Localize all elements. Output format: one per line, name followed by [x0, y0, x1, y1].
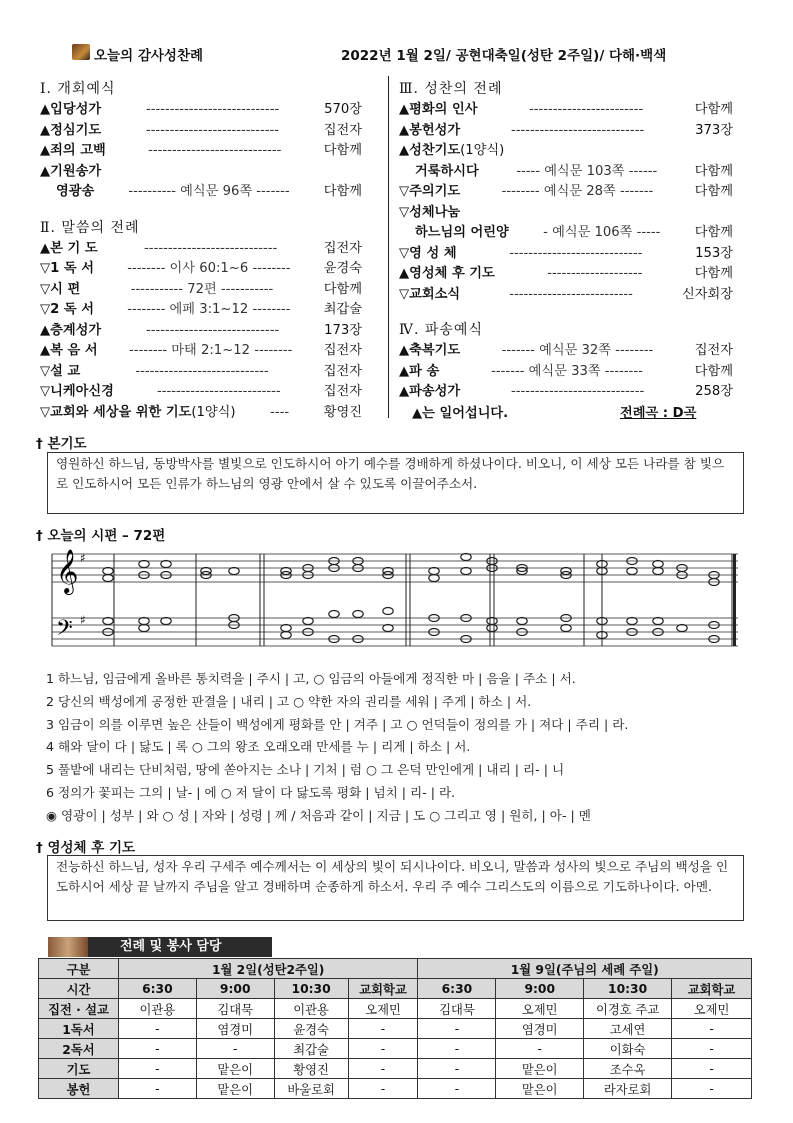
order-label-text: 성찬기도 [409, 143, 461, 158]
order-label-text: 주의기도 [409, 184, 461, 199]
chant-note [103, 575, 113, 582]
duty-cell: 이경호 주교 [584, 999, 672, 1019]
order-mark: ▲ [399, 143, 410, 158]
chant-note [329, 611, 339, 618]
order-item-label [40, 239, 98, 260]
chant-note [139, 618, 149, 625]
order-item [399, 141, 733, 162]
order-item [399, 264, 733, 285]
duty-time-cell: 10:30 [274, 979, 348, 999]
duty-cell: 오제민 [348, 999, 418, 1019]
chant-note [461, 554, 471, 561]
order-item-label [399, 382, 460, 403]
chant-note [429, 575, 439, 582]
duty-cell: - [418, 1019, 496, 1039]
order-item-label [40, 162, 101, 183]
chant-note [461, 568, 471, 575]
section-heading: Ⅰ. 개회예식 [40, 81, 116, 97]
order-item-label [40, 280, 80, 301]
order-item [399, 285, 733, 306]
duty-cell: - [118, 1059, 196, 1079]
section-heading: Ⅱ. 말씀의 전례 [40, 219, 140, 236]
order-item [40, 362, 362, 383]
duty-row-label: 기도 [39, 1059, 119, 1079]
order-item-label [399, 264, 495, 285]
order-item [40, 100, 362, 121]
chant-note [487, 618, 497, 625]
psalm-verse: 3 임금이 의를 이루면 높은 산들이 백성에게 평화를 안 | 겨주 | 고 ○ 언덕들이 정의를 가 | 져다 | 주리 | 라. [46, 716, 629, 732]
order-mark: ▽ [399, 286, 410, 302]
order-mark: ▽ [399, 204, 410, 220]
order-leader: ---------------------------- [145, 122, 280, 138]
chant-note [161, 561, 171, 568]
key-sharp-icon: ♯ [80, 551, 86, 565]
duty-cell: - [118, 1079, 196, 1099]
duty-cell: - [196, 1039, 274, 1059]
psalm-verse: 1 하느님, 임금에게 올바른 통치력을 | 주시 | 고, ○ 임금의 아들에게 정직한 마 | 음을 | 주소 | 서. [46, 671, 576, 686]
duty-row [39, 1059, 752, 1079]
duty-cell: - [348, 1059, 418, 1079]
order-mark: ▽ [40, 302, 51, 317]
order-item-label [40, 403, 236, 424]
order-mark: ▲ [399, 102, 410, 117]
order-item [399, 223, 733, 244]
order-mark: ▽ [399, 245, 410, 261]
chant-note [383, 625, 393, 632]
order-value: 다함께 [694, 102, 733, 117]
order-right-column [399, 78, 733, 403]
collect-heading: † 본기도 [36, 436, 87, 452]
order-mark: ▽ [40, 281, 51, 297]
order-leader: ---------------------------- [145, 102, 280, 117]
order-leader: -------------------- [547, 266, 643, 281]
spacer [40, 203, 362, 217]
duty-title: 전례 및 봉사 담당 [88, 937, 272, 957]
duty-cell: 맡은이 [196, 1079, 274, 1099]
order-mark: ▲ [399, 384, 410, 399]
order-left-column [40, 78, 362, 423]
order-item [40, 341, 362, 362]
order-item-label [399, 244, 457, 265]
duty-cell: 오제민 [496, 999, 584, 1019]
order-leader: ---------------------------- [148, 143, 282, 158]
duty-time-cell: 10:30 [584, 979, 672, 999]
order-leader: ---------------------------- [144, 240, 278, 256]
bass-clef-icon: 𝄢 [56, 616, 73, 646]
duty-cell: - [672, 1059, 752, 1079]
duty-cell: 김대묵 [418, 999, 496, 1019]
order-item [399, 382, 733, 403]
order-mark: ▲ [399, 122, 410, 138]
chant-note [139, 625, 149, 632]
duty-cell: - [672, 1019, 752, 1039]
order-item [399, 100, 733, 121]
duty-row [39, 1039, 752, 1059]
duty-cell: 염경미 [496, 1019, 584, 1039]
chant-note [487, 625, 497, 632]
order-leader: ---------------------------- [510, 384, 645, 399]
order-mark: ▲ [40, 102, 51, 117]
psalm-verse: 2 당신의 백성에게 공정한 판결을 | 내리 | 고 ○ 약한 자의 권리를 세워 | 주게 | 하소 | 서. [46, 693, 532, 709]
order-mark: ▲ [399, 343, 410, 358]
duty-cell: - [418, 1079, 496, 1099]
duty-cell: - [348, 1079, 418, 1099]
order-label-text: 성체나눔 [409, 204, 461, 220]
order-item [399, 121, 733, 142]
chant-note [517, 618, 527, 625]
order-mark: ▲ [399, 363, 410, 379]
duty-row-label: 1독서 [39, 1019, 119, 1039]
order-item-label [399, 203, 460, 224]
section-heading: Ⅲ. 성찬의 전례 [399, 81, 503, 97]
order-label-text: 평화의 인사 [409, 102, 478, 117]
order-item-label [40, 121, 101, 142]
duty-cell: - [118, 1039, 196, 1059]
order-suffix: (1양식) [191, 404, 236, 420]
order-value: 다함께 [323, 184, 362, 199]
order-mark: ▲ [40, 322, 51, 338]
order-leader: -------- 이사 60:1~6 -------- [127, 261, 291, 276]
treble-clef-icon: 𝄞 [56, 549, 79, 593]
order-item-label [40, 259, 94, 280]
order-item [399, 182, 733, 203]
order-label-text: 죄의 고백 [50, 143, 106, 158]
duty-cell: - [672, 1039, 752, 1059]
order-item [40, 280, 362, 301]
duty-time-header: 시간 [39, 979, 119, 999]
duty-week1-header: 1월 2일(성탄2주일) [118, 959, 418, 979]
duty-cell: 맡은이 [496, 1059, 584, 1079]
order-value: 258장 [695, 384, 733, 399]
order-value: 황영진 [323, 404, 362, 420]
order-item [40, 182, 362, 203]
duty-week2-header: 1월 9일(주님의 세례 주일) [418, 959, 752, 979]
duty-col-header: 구분 [39, 959, 119, 979]
order-item-label [399, 341, 460, 362]
order-item [40, 141, 362, 162]
order-leader: - 예식문 106쪽 ----- [543, 225, 661, 240]
order-label-text: 입당성가 [50, 102, 102, 117]
order-leader: ---------- 예식문 96쪽 ------- [128, 184, 290, 199]
order-item-label [415, 162, 479, 183]
order-label-text: 하느님의 어린양 [415, 225, 509, 240]
order-mark: ▲ [399, 266, 410, 281]
duty-cell: 윤경숙 [274, 1019, 348, 1039]
chant-note [627, 618, 637, 625]
order-item-label [40, 300, 94, 321]
duty-cell: - [348, 1019, 418, 1039]
order-value: 다함께 [694, 363, 733, 379]
order-value: 다함께 [694, 184, 733, 199]
order-mark: ▽ [40, 384, 51, 399]
order-leader: ------- 예식문 32쪽 -------- [501, 343, 654, 358]
duty-cell: 김대묵 [196, 999, 274, 1019]
order-value: 373장 [695, 122, 733, 138]
duty-row-label: 집전 · 설교 [39, 999, 119, 1019]
order-item [40, 121, 362, 142]
chant-note [103, 618, 113, 625]
order-leader: -------------------------- [156, 384, 281, 399]
order-value: 다함께 [694, 266, 733, 281]
psalm-verse: 5 풀밭에 내리는 단비처럼, 땅에 쏟아지는 소나 | 기처 | 럼 ○ 그 은덕 만인에게 | 내리 | 리- | 니 [46, 762, 565, 778]
order-item [399, 162, 733, 183]
spacer [399, 305, 733, 319]
order-value: 다함께 [323, 143, 362, 158]
order-label-text: 층계성가 [50, 322, 102, 338]
duty-time-cell: 6:30 [118, 979, 196, 999]
order-value: 윤경숙 [323, 261, 362, 276]
order-value: 다함께 [694, 225, 733, 240]
chant-note [281, 632, 291, 639]
chant-note [627, 568, 637, 575]
order-item [399, 341, 733, 362]
order-item [399, 203, 733, 224]
postcommunion-text: 전능하신 하느님, 성자 우리 구세주 예수께서는 이 세상의 빛이 되시나이다. 비오니, 말씀과 성사의 빛으로 주님의 백성을 인도하시어 세상 끝 날까지 주님을 알고 경배하며 순종하게 하소서. 우리 주 예수 그리스도의 이름으로 기도하나이다. 아멘. [47, 855, 744, 921]
order-label-text: 1 독 서 [50, 261, 94, 276]
order-leader: ----------- 72편 ----------- [130, 281, 274, 297]
chant-note [281, 625, 291, 632]
duty-table [38, 958, 752, 1099]
duty-cell: 조수옥 [584, 1059, 672, 1079]
order-label-text: 설 교 [50, 363, 81, 379]
order-item [40, 382, 362, 403]
order-item-label [399, 182, 460, 203]
order-label-text: 영성체 후 기도 [409, 266, 495, 281]
order-value: 153장 [695, 245, 733, 261]
order-label-text: 파송성가 [409, 384, 461, 399]
order-item-label [40, 141, 106, 162]
order-value: 집전자 [323, 240, 362, 256]
chant-note [303, 618, 313, 625]
duty-cell: - [672, 1079, 752, 1099]
psalm-heading: † 오늘의 시편 – 72편 [36, 528, 166, 544]
order-leader: ------- 예식문 33쪽 -------- [491, 363, 643, 379]
order-leader: ---------------------------- [510, 122, 645, 138]
duty-cell: 황영진 [274, 1059, 348, 1079]
order-leader: -------- 마태 2:1~12 -------- [129, 343, 293, 358]
order-value: 집전자 [694, 343, 733, 358]
duty-cell: 고세연 [584, 1019, 672, 1039]
order-leader: ---------------------------- [509, 245, 643, 261]
order-label-text: 축복기도 [409, 343, 461, 358]
order-item-label [399, 285, 460, 306]
order-value: 집전자 [323, 343, 362, 358]
order-item-label [399, 362, 439, 383]
key-sharp-icon: ♯ [80, 613, 86, 627]
duty-title-image [48, 937, 88, 957]
order-item-label [399, 141, 504, 162]
duty-cell: 염경미 [196, 1019, 274, 1039]
order-item-label [40, 321, 101, 342]
order-leader: ----- 예식문 103쪽 ------ [516, 163, 658, 179]
order-label-text: 교회와 세상을 위한 기도 [50, 404, 192, 420]
duty-time-cell: 교회학교 [672, 979, 752, 999]
order-item-label [40, 382, 114, 403]
duty-time-cell: 9:00 [196, 979, 274, 999]
chant-note [429, 568, 439, 575]
duty-cell: 최갑술 [274, 1039, 348, 1059]
psalm-verse: 6 정의가 꽃피는 그의 | 날- | 에 ○ 저 달이 다 닳도록 평화 | 넘치 | 리- | 라. [46, 784, 456, 800]
psalm-verses [46, 668, 746, 828]
page-title: 오늘의 감사성찬례 [94, 48, 204, 64]
order-item-label [40, 100, 101, 121]
music-note: 전례곡 : D곡 [620, 406, 697, 421]
chant-note [161, 618, 171, 625]
order-item-label [40, 362, 80, 383]
chant-note [561, 625, 571, 632]
duty-row-label: 봉헌 [39, 1079, 119, 1099]
date-line: 2022년 1월 2일/ 공현대축일(성탄 2주일)/ 다해·백색 [341, 48, 667, 64]
chant-note [103, 568, 113, 575]
order-item [40, 162, 362, 183]
order-mark: ▲ [40, 343, 51, 358]
order-label-text: 정심기도 [50, 122, 102, 138]
order-value: 다함께 [694, 163, 733, 179]
chant-note [229, 568, 239, 575]
order-leader: -------- 예식문 28쪽 ------- [501, 184, 654, 199]
duty-cell: - [418, 1039, 496, 1059]
order-label-text: 영 성 체 [409, 245, 457, 261]
duty-cell: 라자로회 [584, 1079, 672, 1099]
order-mark: ▽ [40, 404, 51, 420]
order-label-text: 본 기 도 [50, 240, 98, 256]
duty-row [39, 999, 752, 1019]
duty-row [39, 1019, 752, 1039]
order-item [40, 239, 362, 260]
order-mark: ▽ [40, 261, 51, 276]
duty-time-cell: 9:00 [496, 979, 584, 999]
order-label-text: 교회소식 [409, 286, 461, 302]
order-item [40, 259, 362, 280]
order-mark: ▲ [40, 143, 51, 158]
order-label-text: 봉헌성가 [409, 122, 461, 138]
duty-cell: 이관용 [274, 999, 348, 1019]
header-image [72, 44, 90, 60]
psalm-chant-score [46, 544, 746, 656]
order-mark: ▲ [40, 163, 51, 179]
order-value: 집전자 [323, 384, 362, 399]
order-value: 570장 [324, 102, 362, 117]
order-item-label [56, 182, 94, 203]
order-mark: ▽ [399, 184, 410, 199]
order-item-label [415, 223, 509, 244]
section-heading: Ⅳ. 파송예식 [399, 322, 483, 338]
duty-time-cell: 교회학교 [348, 979, 418, 999]
order-label-text: 영광송 [56, 184, 95, 199]
staff-bass [52, 618, 738, 646]
duty-cell: 맡은이 [496, 1079, 584, 1099]
order-value: 다함께 [323, 281, 362, 297]
order-label-text: 시 편 [50, 281, 81, 297]
order-label-text: 2 독 서 [50, 302, 94, 317]
order-leader: -------- 에페 3:1~12 -------- [127, 302, 291, 317]
order-value: 173장 [324, 322, 362, 338]
duty-time-cell: 6:30 [418, 979, 496, 999]
duty-cell: - [118, 1019, 196, 1039]
duty-cell: 이관용 [118, 999, 196, 1019]
chant-note [653, 561, 663, 568]
postcommunion-heading: † 영성체 후 기도 [36, 840, 136, 856]
final-barline [733, 554, 736, 646]
duty-row [39, 1079, 752, 1099]
order-label-text: 복 음 서 [50, 343, 98, 358]
order-value: 신자회장 [682, 286, 733, 302]
chant-note [653, 618, 663, 625]
column-divider [388, 76, 389, 418]
duty-cell: - [496, 1039, 584, 1059]
order-item [40, 403, 362, 424]
chant-note [383, 608, 393, 615]
standing-note: ▲는 일어섭니다. [412, 406, 509, 421]
order-leader: -------------------------- [509, 286, 633, 302]
order-mark: ▽ [40, 363, 51, 379]
duty-cell: 바울로회 [274, 1079, 348, 1099]
order-value: 최갑술 [323, 302, 362, 317]
duty-cell: - [348, 1039, 418, 1059]
order-item-label [399, 121, 460, 142]
order-leader: ------------------------ [529, 102, 644, 117]
order-mark: ▲ [40, 240, 51, 256]
chant-notes [103, 554, 719, 643]
order-label-text: 니케아신경 [50, 384, 114, 399]
order-label-text: 거룩하시다 [415, 163, 479, 179]
order-leader: ---------------------------- [145, 322, 280, 338]
order-item-label [40, 341, 98, 362]
order-suffix: (1양식) [460, 143, 505, 158]
order-item [399, 244, 733, 265]
order-mark: ▲ [40, 122, 51, 138]
order-label-text: 기원송가 [50, 163, 102, 179]
order-leader: ---------------------------- [135, 363, 269, 379]
collect-text: 영원하신 하느님, 동방박사를 별빛으로 인도하시어 아기 예수를 경배하게 하셨나이다. 비오니, 이 세상 모든 나라를 참 빛으로 인도하시어 모든 인류가 하느님의 영광 안에서 살 수 있도록 이끌어주소서. [47, 452, 744, 514]
duty-cell: 오제민 [672, 999, 752, 1019]
duty-row-label: 2독서 [39, 1039, 119, 1059]
order-item [40, 321, 362, 342]
psalm-doxology: ◉ 영광이 | 성부 | 와 ○ 성 | 자와 | 성령 | 께 / 처음과 같이 | 지금 | 도 ○ 그리고 영 | 원히, | 아- | 멘 [46, 807, 591, 823]
chant-note [653, 568, 663, 575]
chant-note [139, 561, 149, 568]
order-item [399, 362, 733, 383]
order-label-text: 파 송 [409, 363, 440, 379]
order-item-label [399, 100, 477, 121]
order-value: 집전자 [323, 122, 362, 138]
duty-cell: - [418, 1059, 496, 1079]
chant-note [677, 625, 687, 632]
duty-cell: 맡은이 [196, 1059, 274, 1079]
chant-note [353, 611, 363, 618]
order-leader: ---- [270, 404, 290, 420]
psalm-verse: 4 해와 달이 다 | 닳도 | 록 ○ 그의 왕조 오래오래 만세를 누 | 리게 | 하소 | 서. [46, 739, 471, 755]
duty-cell: 이화숙 [584, 1039, 672, 1059]
order-item [40, 300, 362, 321]
order-value: 집전자 [323, 363, 362, 379]
